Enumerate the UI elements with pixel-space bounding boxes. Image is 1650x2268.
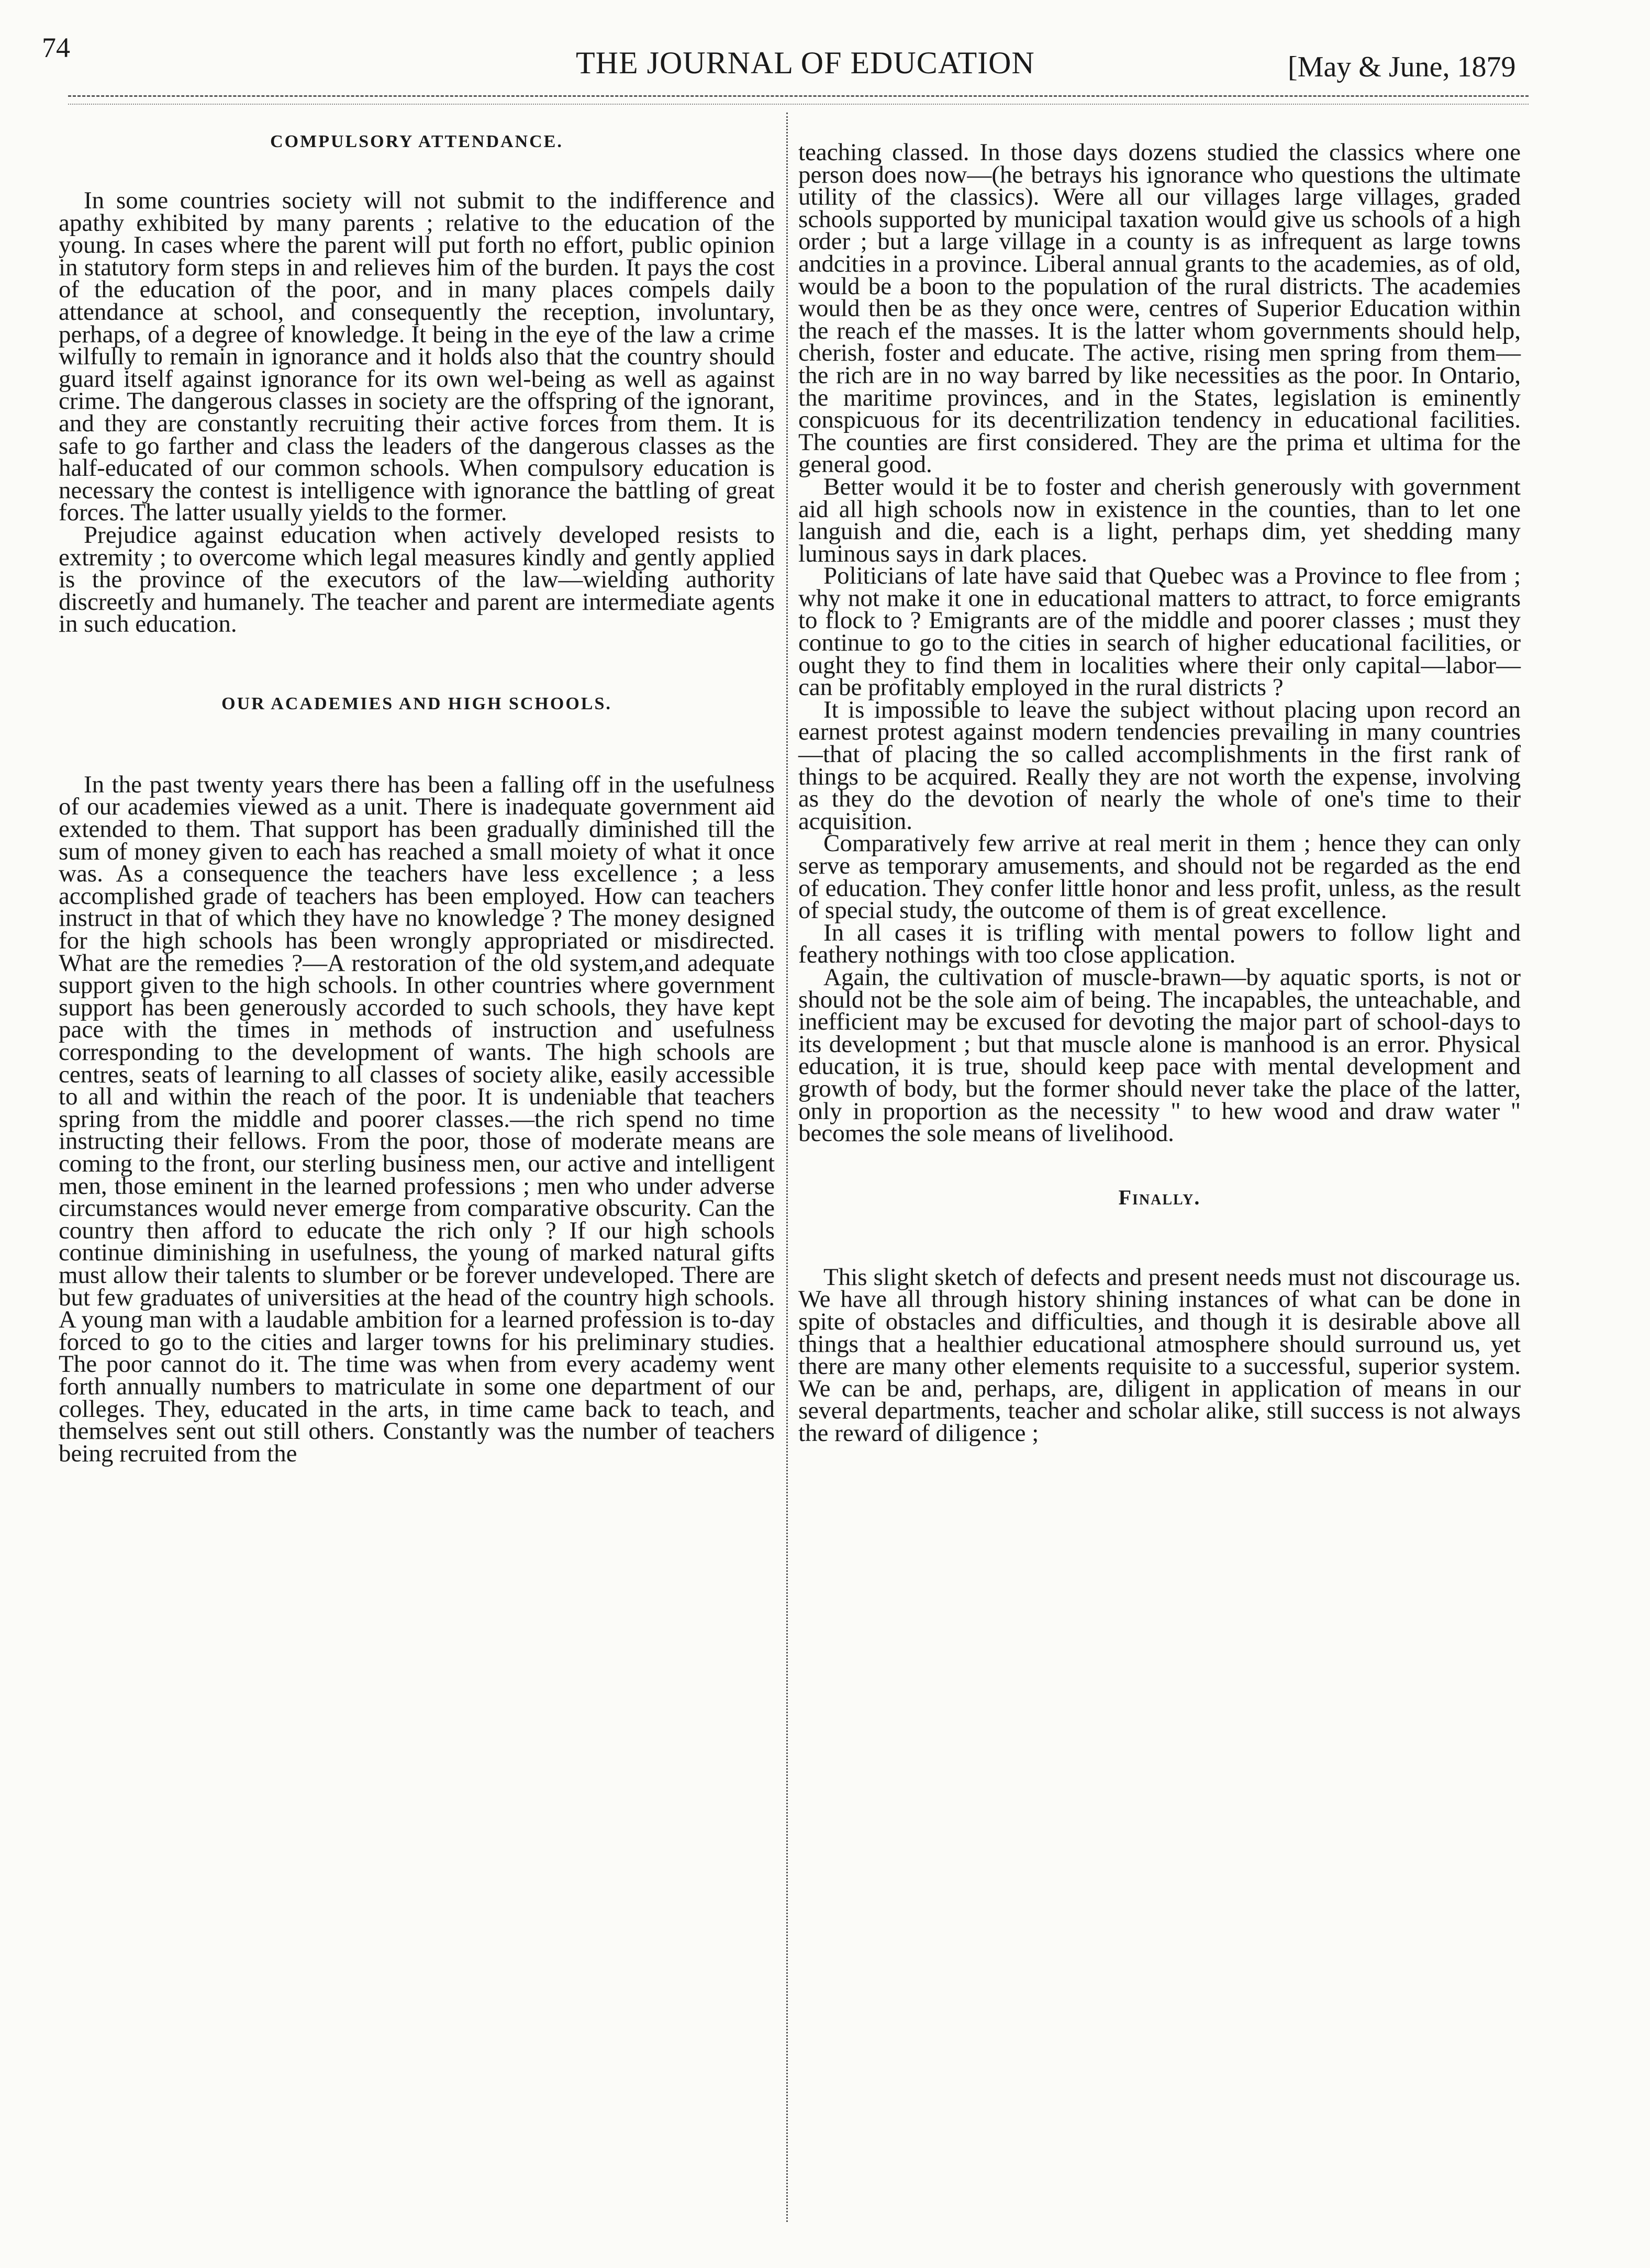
paragraph: Politicians of late have said that Quebec was a Province to flee from ; why not make it one in educational matters to attract, to force emigrants to flock to ? Emigrants are of the middle and poorer classes ; must they continue to go to the cities in search of higher educational facilities, or ought they to find them in localities where their only capital—labor—can be profitably employed in the rural districts ? <box>798 562 1521 701</box>
section-heading-academies: OUR ACADEMIES AND HIGH SCHOOLS. <box>221 694 612 713</box>
paragraph: This slight sketch of defects and present needs must not discourage us. We have all through history shining instances of what can be done in spite of obstacles and difficulties, and though it is desirable above all things that a healthier educational atmosphere should surround us, yet there are many other elements requisite to a successful, superior system. We can be and, perhaps, are, diligent in application of means in our several departments, teacher and scholar alike, still success is not always the reward of diligence ; <box>798 1263 1521 1447</box>
section-heading-compulsory-attendance: COMPULSORY ATTENDANCE. <box>270 132 563 151</box>
column-divider <box>786 113 788 2222</box>
header-rule-secondary <box>68 104 1529 105</box>
section-heading-finally: Finally. <box>1118 1185 1201 1209</box>
issue-date: [May & June, 1879 <box>1288 51 1516 83</box>
header-rule <box>68 95 1529 97</box>
paragraph: In the past twenty years there has been a falling off in the usefulness of our academies viewed as a unit. There is inadequate government aid extended to them. That support has been gradually diminished till the sum of money given to each has reached a small moiety of what it once was. As a consequence the teachers have less excellence ; a less accomplished grade of teachers has been employed. How can teachers instruct in that of which they have no knowledge ? The money designed for the high schools has been wrongly appropriated or misdirected. What are the remedies ?—A restoration of the old system,and adequate support given to the high schools. In other countries where government support has been generously accorded to such schools, they have kept pace with the times in methods of instruction and usefulness corresponding to the development of wants. The high schools are centres, seats of learning to all classes of society alike, easily accessible to all and within the reach of the poor. It is undeniable that teachers spring from the middle and poorer classes.—the rich spend no time instructing their fellows. From the poor, those of moderate means are coming to the front, our sterling business men, our active and intelligent men, those eminent in the learned professions ; men who under adverse circumstances would never emerge from comparative obscurity. Can the country then afford to educate the rich only ? If our high schools continue diminishing in usefulness, the young of marked natural gifts must allow their talents to slumber or be forever undeveloped. There are but few graduates of universities at the head of the country high schools. A young man with a laudable ambition for a learned profession is to-day forced to go to the cities and larger towns for his preliminary studies. The poor cannot do it. The time was when from every academy went forth annually numbers to matriculate in some one department of our colleges. They, educated in the arts, in time came back to teach, and themselves sent out still others. Constantly was the number of teachers being recruited from the <box>59 770 775 1467</box>
page-number: 74 <box>42 32 70 63</box>
paragraph: In all cases it is trifling with mental powers to follow light and feathery nothings with too close application. <box>798 919 1521 969</box>
right-column <box>798 139 1521 1447</box>
left-column <box>59 131 775 1465</box>
journal-title: THE JOURNAL OF EDUCATION <box>576 46 1035 80</box>
paragraph: It is impossible to leave the subject without placing upon record an earnest protest against modern tendencies prevailing in many countries—that of placing the so called accomplishments in the first rank of things to be acquired. Really they are not worth the expense, involving as they do the devotion of nearly the whole of one's time to their acquisition. <box>798 696 1521 835</box>
paragraph: Comparatively few arrive at real merit in them ; hence they can only serve as temporary amusements, and should not be regarded as the end of education. They confer little honor and less profit, unless, as the result of special study, the outcome of them is of great excellence. <box>798 830 1521 924</box>
paragraph: Better would it be to foster and cherish generously with government aid all high schools now in existence in the counties, than to let one languish and die, each is a light, perhaps dim, yet shedding many luminous says in dark places. <box>798 473 1521 567</box>
paragraph: Again, the cultivation of muscle-brawn—by aquatic sports, is not or should not be the sole aim of being. The incapables, the unteachable, and inefficient may be excused for devoting the major part of school-days to its development ; but that muscle alone is manhood is an error. Physical education, it is true, should keep pace with mental development and growth of body, but the former should never take the place of the latter, only in proportion as the necessity " to hew wood and draw water " becomes the sole means of livelihood. <box>798 963 1521 1147</box>
paragraph: Prejudice against education when actively developed resists to extremity ; to overcome which legal measures kindly and gently applied is the province of the executors of the law—wielding authority discreetly and humanely. The teacher and parent are intermediate agents in such education. <box>59 521 775 638</box>
paragraph-continuation: teaching classed. In those days dozens studied the classics where one person does now—(he betrays his ignorance who questions the ultimate utility of the classics). Were all our villages large villages, graded schools supported by municipal taxation would give us schools of a high order ; but a large village in a county is as infrequent as large towns andcities in a province. Liberal annual grants to the academies, as of old, would be a boon to the population of the rural districts. The academies would then be as they once were, centres of Superior Education within the reach ef the masses. It is the latter whom governments should help, cherish, foster and educate. The active, rising men spring from them—the rich are in no way barred by like necessities as the poor. In Ontario, the maritime provinces, and in the States, legislation is eminently conspicuous for its decentrilization tendency in educational facilities. The counties are first considered. They are the prima et ultima for the general good. <box>798 139 1521 478</box>
paragraph: In some countries society will not submit to the indifference and apathy exhibited by many parents ; relative to the education of the young. In cases where the parent will put forth no effort, public opinion in statutory form steps in and relieves him of the burden. It pays the cost of the education of the poor, and in many places compels daily attendance at school, and consequently the reception, involuntary, perhaps, of a degree of knowledge. It being in the eye of the law a crime wilfully to remain in ignorance and it holds also that the country should guard itself against ignorance for its own wel-being as well as against crime. The dangerous classes in society are the offspring of the ignorant, and they are constantly recruiting their active forces from them. It is safe to go farther and class the leaders of the dangerous classes as the half-educated of our common schools. When compulsory education is necessary the contest is intelligence with ignorance the battling of great forces. The latter usually yields to the former. <box>59 187 775 527</box>
